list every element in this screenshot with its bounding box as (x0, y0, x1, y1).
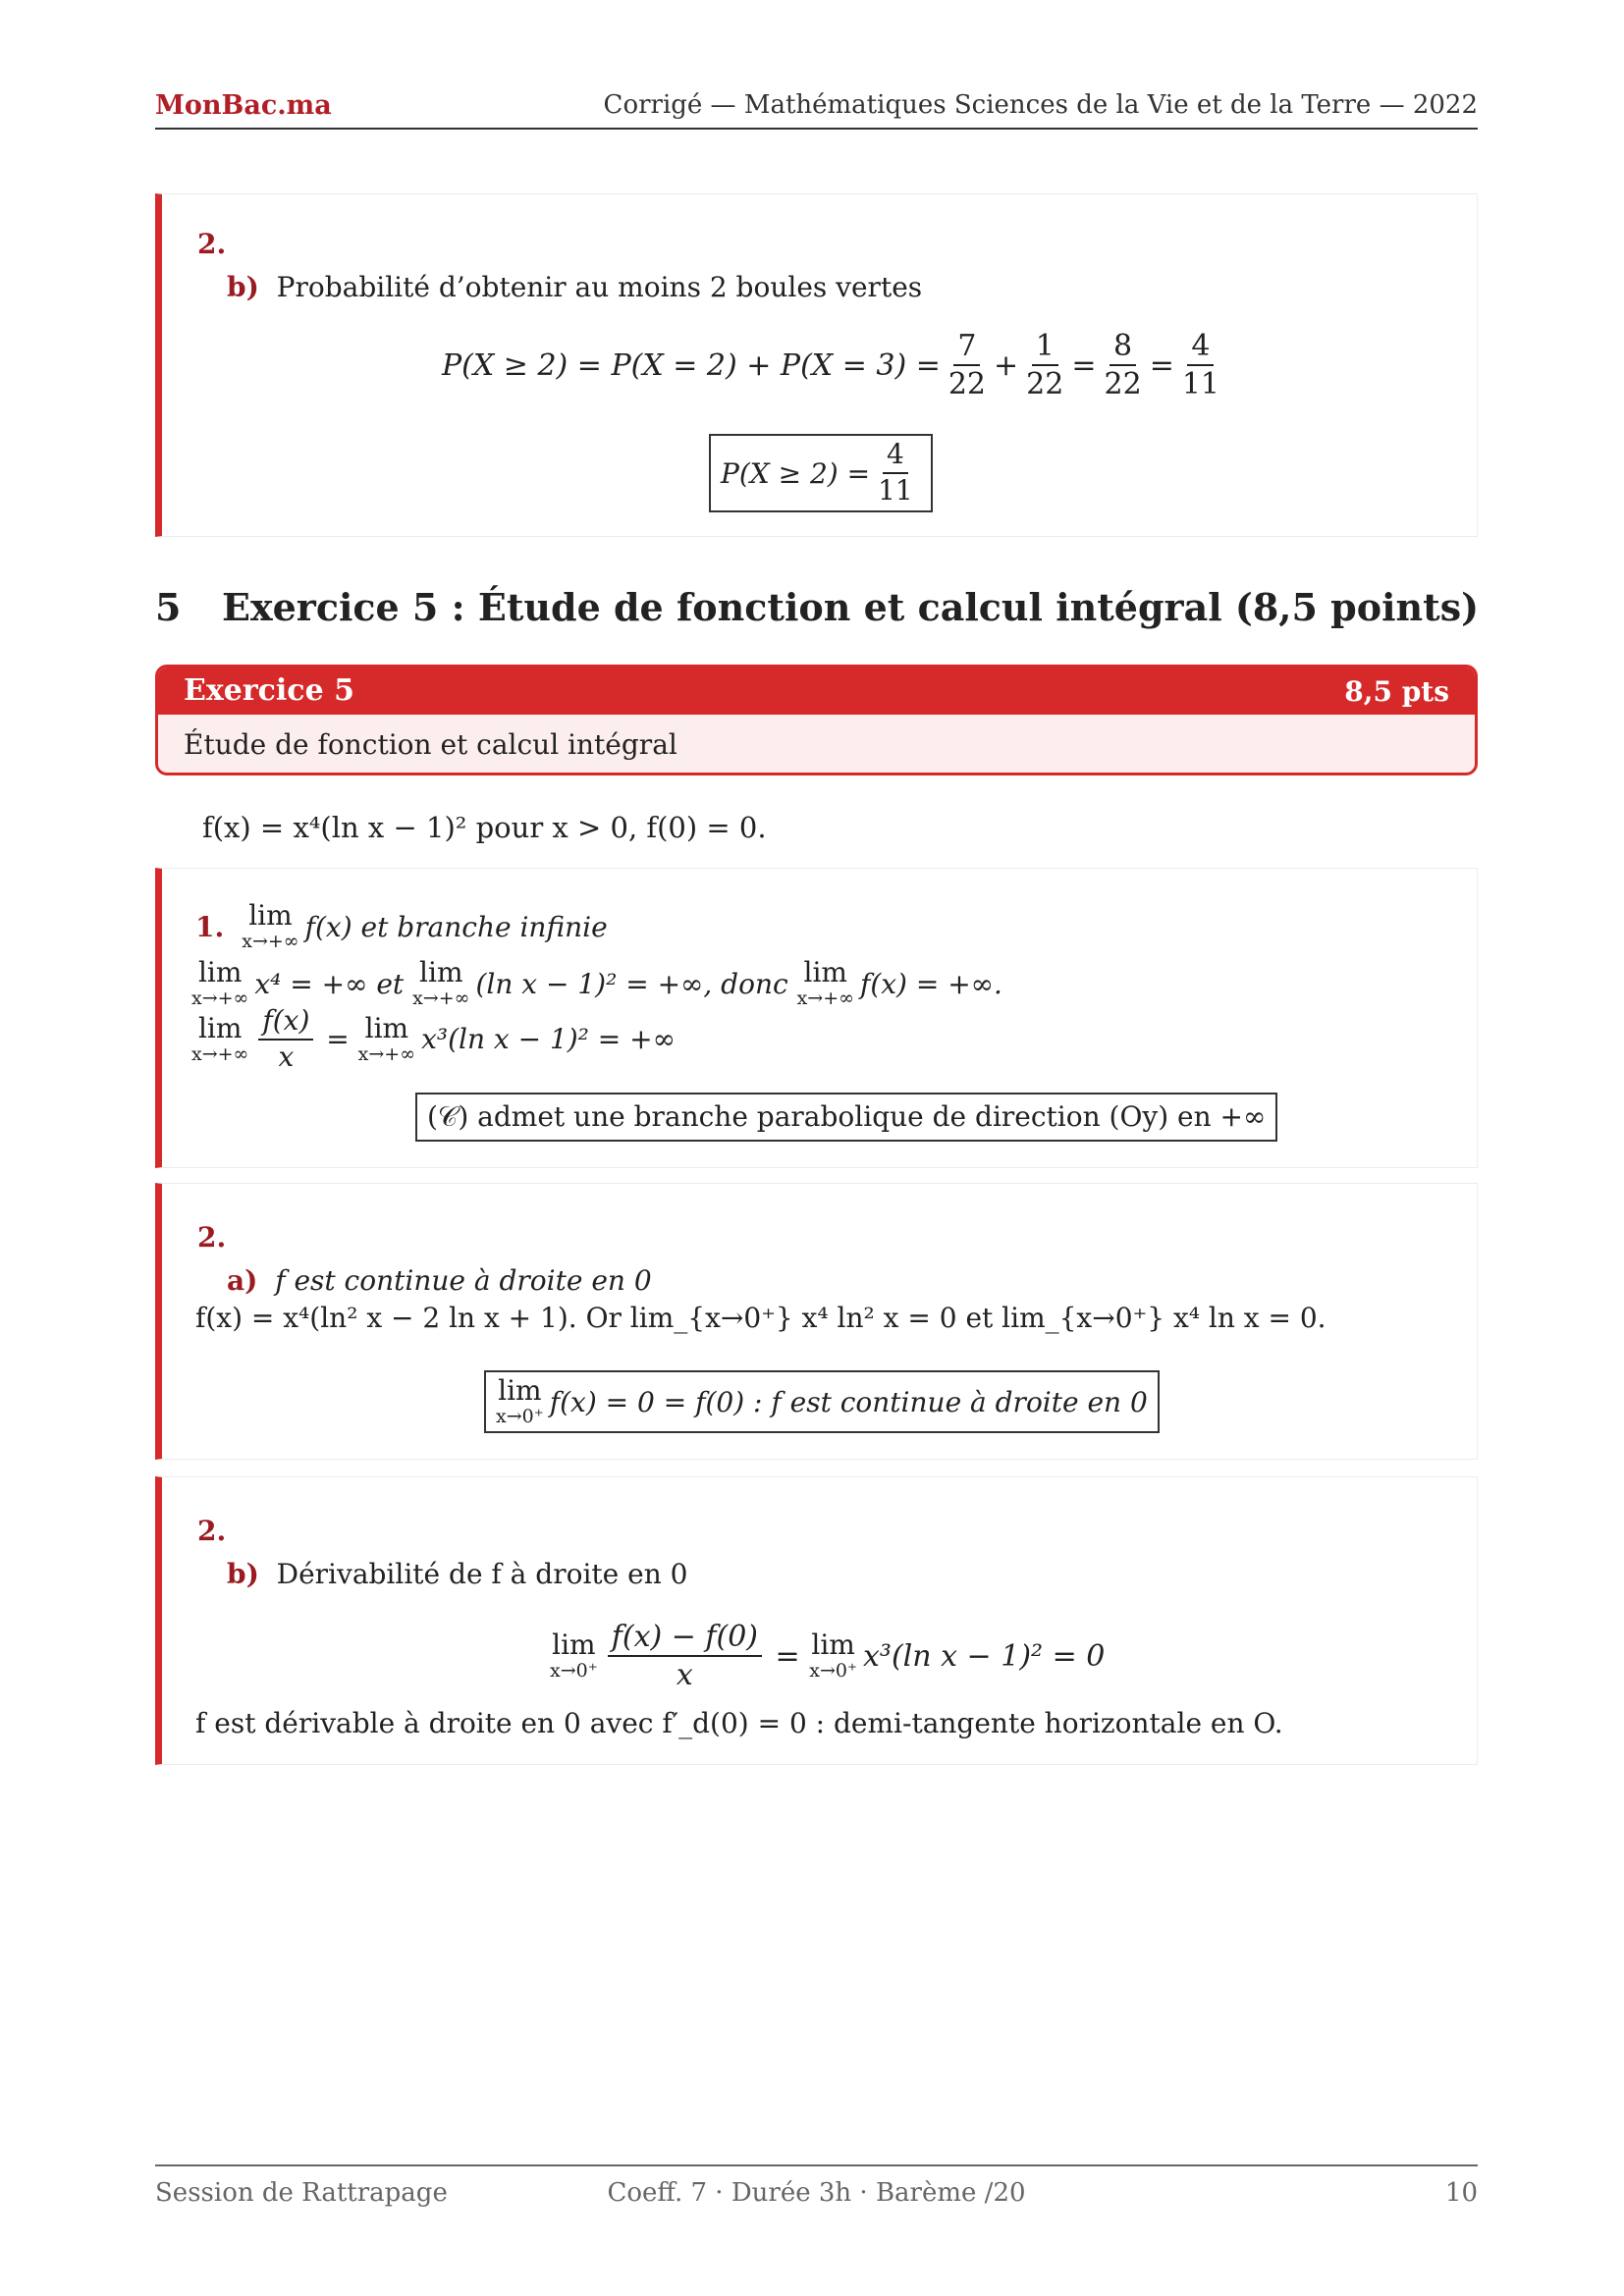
boxed-conclusion: (𝒞) admet une branche parabolique de direction (Oy) en +∞ (415, 1093, 1277, 1142)
exercise-card-title: Exercice 5 (184, 673, 354, 708)
exercise-card-points: 8,5 pts (1344, 675, 1449, 708)
q1-line2: lim x→+∞ $\frac{f(x)}{x}$ = lim x→+∞ x³(ln x − 1)² = +∞ (191, 1004, 676, 1073)
section-heading (155, 585, 1479, 629)
sub-text: f est continue à droite en 0 (275, 1264, 652, 1297)
sub-question (227, 1264, 652, 1297)
page-number: 10 (1444, 2178, 1478, 2208)
exercise-card-header (158, 667, 1475, 715)
header-title: Corrigé — Mathématiques Sciences de la Vie et de la Terre — 2022 (603, 90, 1478, 120)
fraction: $\frac{4}{11}$ (1181, 329, 1220, 401)
section-number: 5 (155, 585, 182, 629)
fraction: $\frac{f(x) - f(0)}{x}$ (608, 1621, 762, 1691)
footer-session: Session de Rattrapage (155, 2178, 448, 2208)
brand-logo-text[interactable]: MonBac.ma (155, 90, 332, 121)
limit: lim x→0⁺ (809, 1629, 857, 1682)
question-number: 2. (197, 228, 227, 260)
question-number: 2. (197, 1515, 227, 1547)
limit: lim x→0⁺ (496, 1374, 544, 1427)
answer-box-q2b-derivability (155, 1476, 1478, 1765)
page-header (155, 90, 1478, 130)
derivative-equation: lim x→0⁺ $\frac{f(x) - f(0)}{x}$ = lim x→0⁺ x³(ln x − 1)² = 0 (550, 1620, 1106, 1692)
page-footer (155, 2164, 1478, 2206)
answer-box-q2a (155, 1183, 1478, 1460)
exercise-card (155, 665, 1478, 775)
equation-lhs: P(X ≥ 2) = P(X = 2) + P(X = 3) = (442, 347, 941, 383)
q2a-line: f(x) = x⁴(ln² x − 2 ln x + 1). Or lim_{x→0⁺} x⁴ ln² x = 0 et lim_{x→0⁺} x⁴ ln x = 0. (195, 1302, 1326, 1334)
fraction: $\frac{1}{22}$ (1026, 329, 1064, 401)
fraction: $\frac{7}{22}$ (947, 329, 987, 401)
q1-heading-text: f(x) et branche infinie (304, 910, 608, 943)
probability-equation: P(X ≥ 2) = P(X = 2) + P(X = 3) = $\frac{7}{22}$ + $\frac{1}{22}$ = $\frac{8}{22}$ = $\frac{4}{11}$ (442, 330, 1227, 400)
limit: lim x→+∞ (191, 956, 249, 1009)
boxed-continuity: lim x→0⁺ f(x) = 0 = f(0) : f est continue à droite en 0 (484, 1370, 1160, 1433)
question-number: 1. (195, 910, 225, 943)
sub-label: b) (227, 1558, 259, 1590)
sub-text: Dérivabilité de f à droite en 0 (276, 1558, 688, 1590)
q1-heading (195, 899, 608, 952)
answer-box-q1 (155, 868, 1478, 1168)
sub-text: Probabilité d’obtenir au moins 2 boules vertes (276, 271, 923, 303)
limit: lim x→+∞ (796, 956, 854, 1009)
function-definition: f(x) = x⁴(ln x − 1)² pour x > 0, f(0) = 0. (202, 811, 767, 844)
exercise-card-subtitle: Étude de fonction et calcul intégral (184, 728, 677, 761)
q2b-conclusion: f est dérivable à droite en 0 avec f′_d(0) = 0 : demi-tangente horizontale en O. (195, 1707, 1283, 1739)
boxed-result: P(X ≥ 2) = $\frac{4}{11}$ (709, 434, 933, 512)
fraction: $\frac{4}{11}$ (878, 438, 913, 507)
sub-question (227, 1558, 687, 1590)
fraction: $\frac{8}{22}$ (1104, 329, 1142, 401)
question-number: 2. (197, 1221, 227, 1254)
answer-box-q2b-probability (155, 193, 1478, 537)
limit: lim x→+∞ (242, 899, 299, 952)
q1-line1: lim x→+∞ x⁴ = +∞ et lim x→+∞ (ln x − 1)² = +∞, donc lim x→+∞ f(x) = +∞. (191, 956, 1002, 1009)
sub-label: a) (227, 1264, 258, 1297)
sub-label: b) (227, 271, 259, 303)
limit: lim x→+∞ (191, 1011, 249, 1065)
sub-question (227, 271, 922, 303)
section-title: Exercice 5 : Étude de fonction et calcul intégral (8,5 points) (222, 585, 1480, 629)
footer-details: Coeff. 7 · Durée 3h · Barème /20 (607, 2178, 1026, 2208)
fraction: $\frac{f(x)}{x}$ (258, 1006, 313, 1073)
limit: lim x→+∞ (357, 1011, 416, 1065)
limit: lim x→+∞ (412, 956, 470, 1009)
limit: lim x→0⁺ (550, 1629, 598, 1682)
